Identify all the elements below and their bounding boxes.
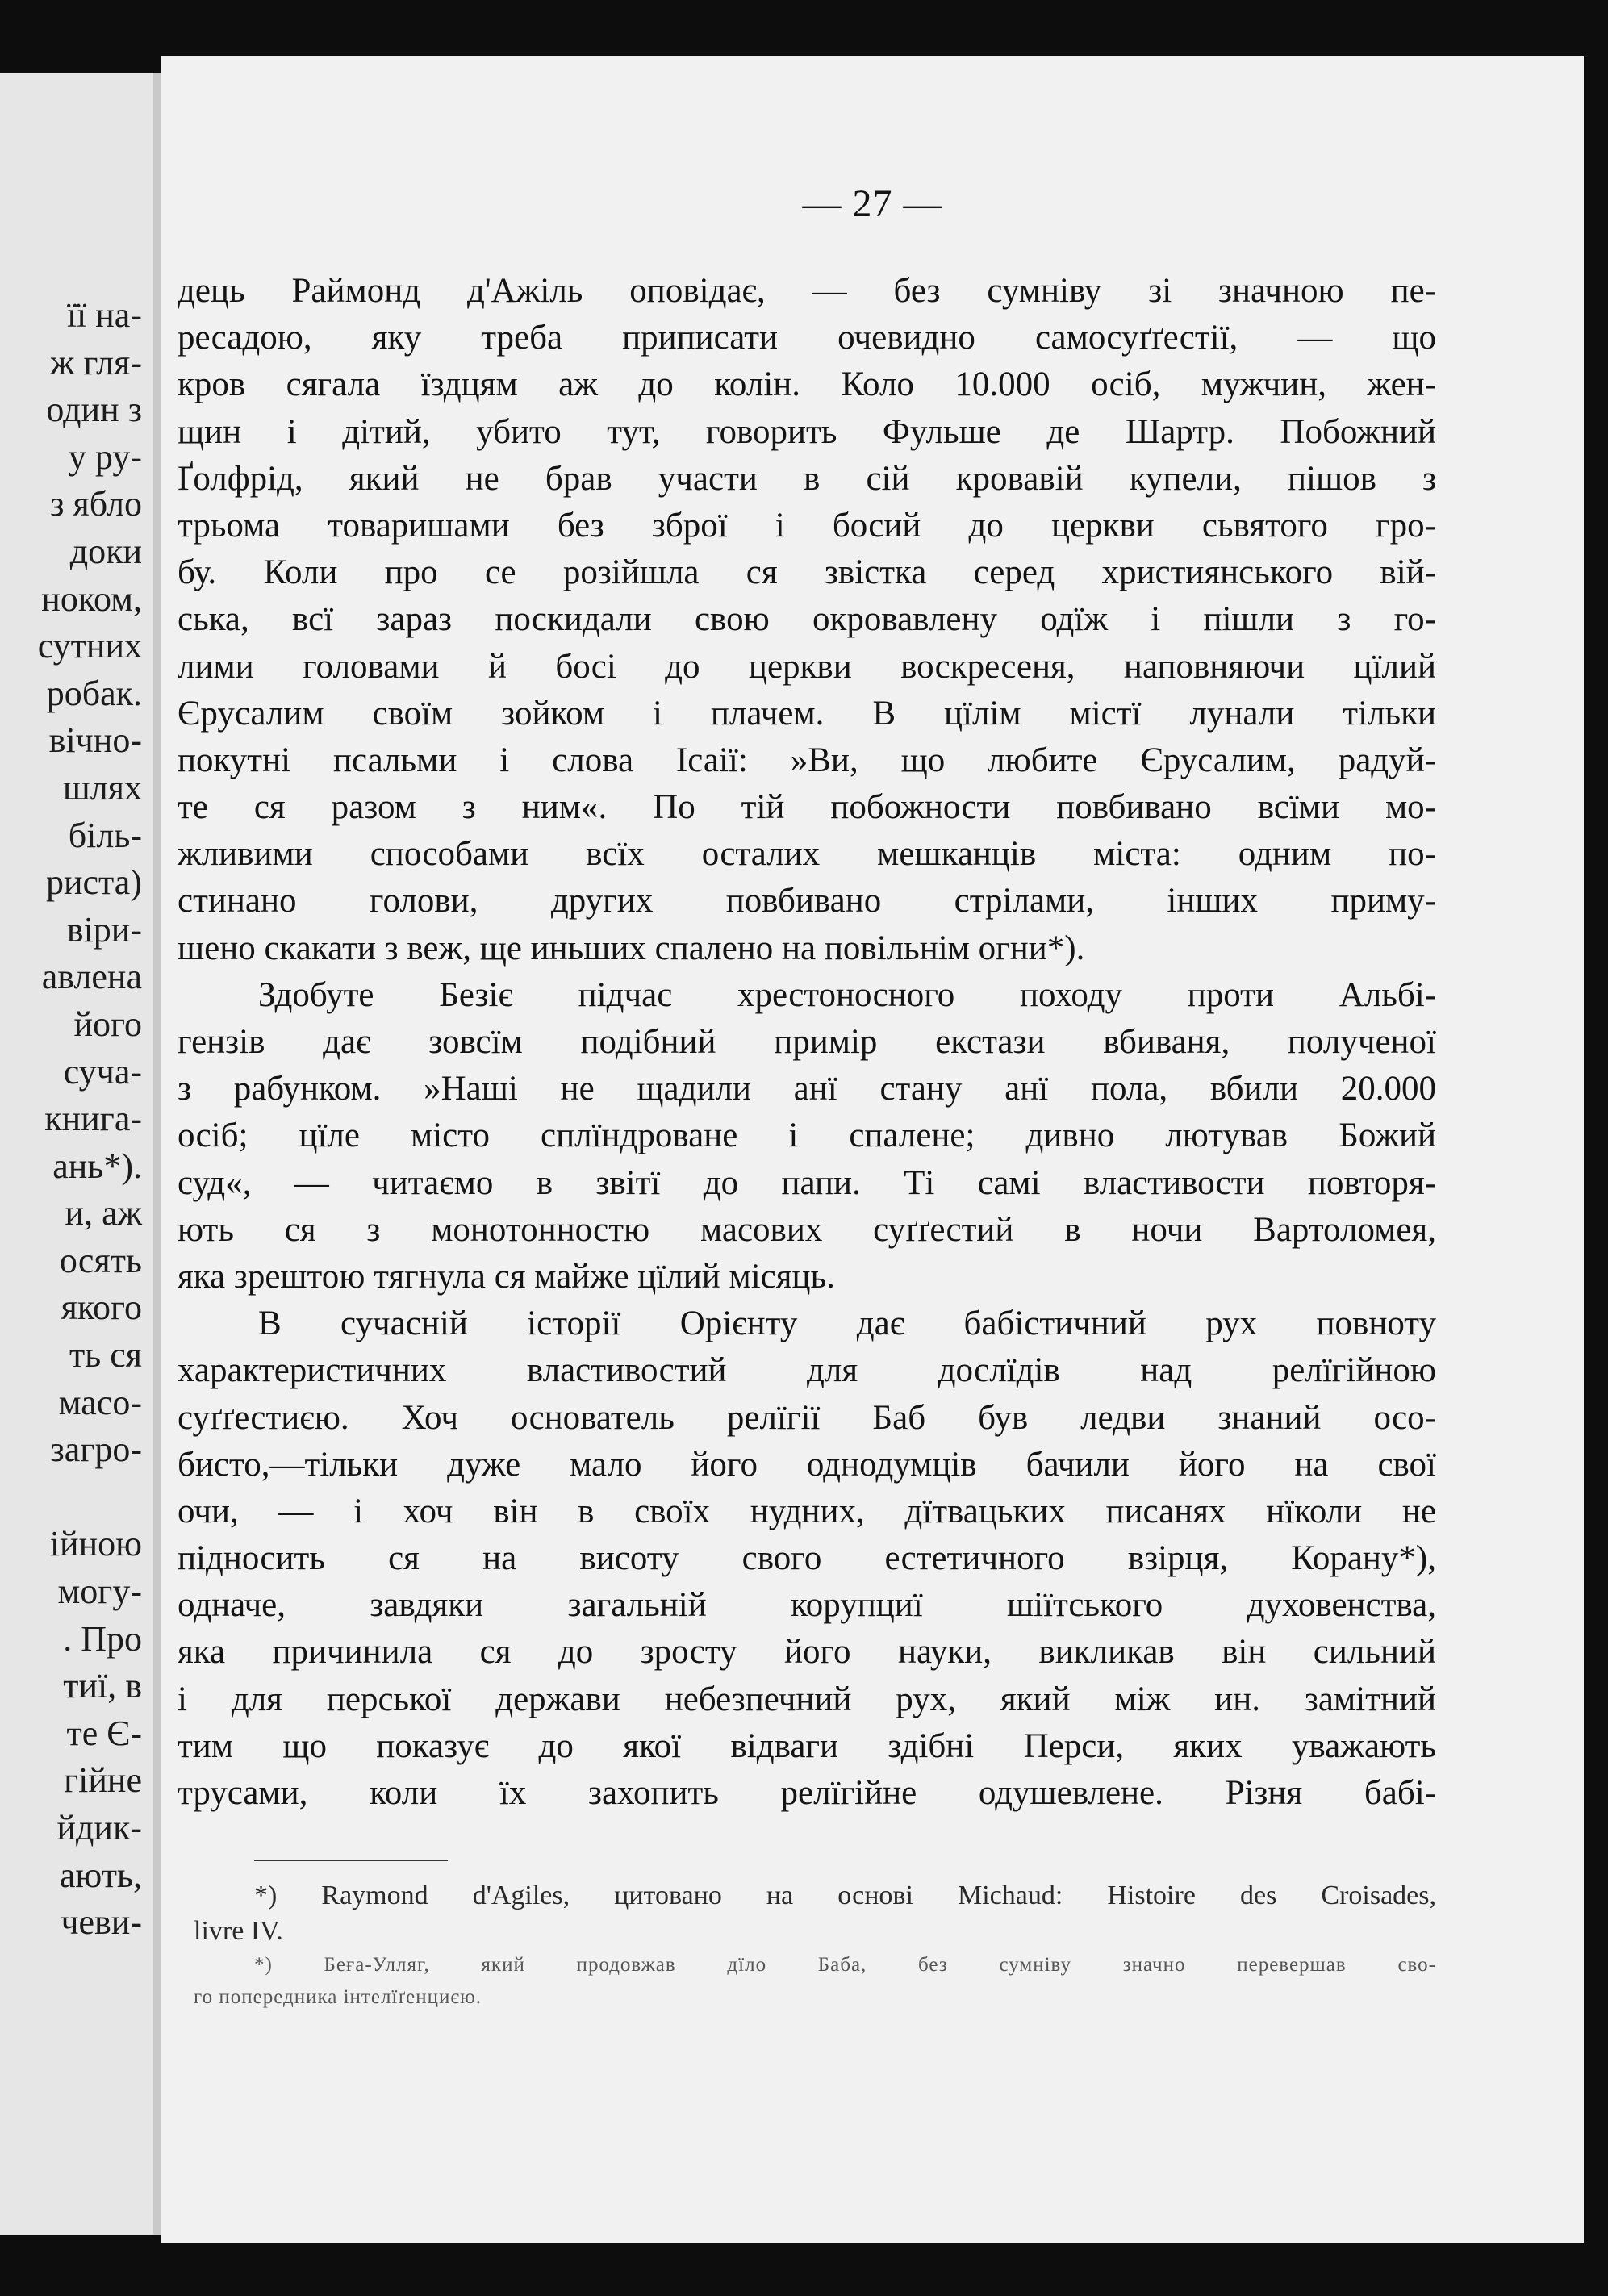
previous-page-line: масо- (58, 1382, 142, 1422)
footnote-line: го попередника інтелїґенциєю. (194, 1986, 482, 2008)
text-line: суґґестиєю. Хоч основатель релїгії Баб був ледви знаний осо- (178, 1398, 1436, 1437)
text-line: підносить ся на висоту свого естетичного взірця, Корану*), (178, 1539, 1436, 1578)
text-line: трьома товаришами без зброї і босий до церкви сьвятого гро- (178, 506, 1436, 545)
text-line: гензів дає зовсїм подібний примір екстази вбиваня, полученої (178, 1023, 1436, 1061)
previous-page-line: якого (61, 1288, 142, 1328)
text-line: те ся разом з ним«. По тій побожности повбивано всїми мо- (178, 788, 1436, 827)
previous-page-line: її на- (66, 295, 142, 335)
text-line: з рабунком. »Наші не щадили анї стану анї пола, вбили 20.000 (178, 1070, 1436, 1108)
text-line: щин і дітий, убито тут, говорить Фульше де Шартр. Побожний (178, 412, 1436, 451)
previous-page-line: його (73, 1004, 142, 1044)
previous-page-line: йдик- (56, 1808, 142, 1847)
text-line: одначе, завдяки загальній корупциї шіїтського духовенства, (178, 1586, 1436, 1625)
previous-page-line: ійною (49, 1524, 142, 1564)
previous-page-line: ають, (59, 1855, 142, 1895)
previous-page-line: могу- (57, 1572, 142, 1612)
footnotes (194, 1878, 1436, 2014)
text-line: Ґолфрід, який не брав участи в сій кровавій купели, пішов з (178, 459, 1436, 498)
text-line: дець Раймонд д'Ажіль оповідає, — без сумніву зі значною пе- (178, 272, 1436, 310)
text-line: очи, — і хоч він в своїх нудних, дїтвацьких писанях нїколи не (178, 1492, 1436, 1530)
text-line: ська, всї зараз поскидали свою окровавлену одїж і пішли з го- (178, 600, 1436, 639)
previous-page-line: те Є- (66, 1713, 142, 1753)
footnote-line: *) Беға-Улляг, який продовжав дїло Баба, без сумніву значно перевершав сво- (254, 1954, 1436, 1976)
text-line: покутні псальми і слова Ісаії: »Ви, що любите Єрусалим, радуй- (178, 741, 1436, 779)
previous-page-line: один з (46, 390, 142, 430)
previous-page-line: доки (69, 531, 142, 571)
previous-page-line: тиї, в (63, 1666, 142, 1706)
text-line: Єрусалим своїм зойком і плачем. В цїлім містї лунали тільки (178, 694, 1436, 733)
previous-page-line: робак. (46, 673, 142, 713)
previous-page-line: книга- (44, 1099, 142, 1139)
previous-page-line: ть ся (69, 1335, 142, 1376)
previous-page-line: . Про (63, 1618, 142, 1659)
previous-page-line: біль- (68, 815, 142, 855)
text-line: Здобуте Безіє підчас хрестоносного походу проти Альбі- (258, 975, 1436, 1014)
body-text (178, 268, 1436, 1817)
text-line: жливими способами всїх осталих мешканців міста: одним по- (178, 835, 1436, 874)
text-line: лими головами й босі до церкви воскресеня, наповняючи цїлий (178, 647, 1436, 686)
previous-page-line: загро- (50, 1430, 142, 1470)
text-line: бу. Коли про се розійшла ся звістка серед християнського вій- (178, 553, 1436, 592)
previous-page-line: гійне (64, 1760, 142, 1801)
text-line: яка причинила ся до зросту його науки, викликав він сильний (178, 1633, 1436, 1672)
previous-page-line: ань*). (52, 1146, 142, 1186)
text-line: яка зрештою тягнула ся майже цїлий місяць. (178, 1257, 835, 1296)
text-line: ють ся з монотонностю масових суґґестий в ночи Вартоломея, (178, 1210, 1436, 1249)
previous-page-line: и, аж (65, 1193, 142, 1234)
previous-page-text (38, 292, 142, 1947)
previous-page-line: шлях (62, 767, 142, 808)
previous-page-line: ж гля- (49, 342, 142, 382)
previous-page-line: віри- (66, 909, 142, 950)
previous-page-line: сутних (37, 626, 142, 666)
text-line: тим що показує до якої відваги здібні Перси, яких уважають (178, 1726, 1436, 1765)
previous-page-line: осять (59, 1240, 142, 1280)
previous-page-line: суча- (63, 1051, 142, 1092)
text-line: В сучасній історії Орієнту дає бабістичний рух повноту (258, 1305, 1436, 1343)
text-line: шено скакати з веж, ще иньших спалено на повільнім огни*). (178, 929, 1085, 967)
previous-page-line: чеви- (61, 1902, 142, 1943)
text-line: характеристичних властивостий для дослїдів над релїгійною (178, 1351, 1436, 1390)
previous-page-line: вічно- (48, 720, 142, 761)
text-line: бисто,—тільки дуже мало його однодумців бачили його на свої (178, 1445, 1436, 1484)
text-line: стинано голови, других повбивано стрілами, інших приму- (178, 882, 1436, 920)
previous-page-line (38, 1474, 142, 1522)
text-line: осіб; цїле місто сплїндроване і спалене; дивно лютував Божий (178, 1117, 1436, 1155)
footnote-line: livre IV. (194, 1916, 283, 1946)
text-line: кров сягала їздцям аж до колін. Коло 10.000 осіб, мужчин, жен- (178, 365, 1436, 404)
text-line: суд«, — читаємо в звітї до папи. Ті самі властивости повторя- (178, 1163, 1436, 1202)
previous-page-fragment (0, 73, 161, 2235)
previous-page-line: з ябло (50, 484, 142, 524)
page-number: — 27 — (802, 182, 943, 225)
text-line: ресадою, яку треба приписати очевидно самосуґґестії, — що (178, 319, 1436, 357)
text-line: трусами, коли їх захопить релїгійне одушевлене. Різня бабі- (178, 1774, 1436, 1812)
footnote-line: *) Raymond d'Agiles, цитовано на основі Michaud: Histoire des Croisades, (254, 1881, 1436, 1910)
previous-page-line: ноком, (41, 578, 142, 619)
previous-page-line: у ру- (68, 436, 142, 477)
text-line: і для перської держави небезпечний рух, який між ин. замітний (178, 1680, 1436, 1718)
book-page (161, 56, 1584, 2243)
previous-page-line: авлена (41, 957, 142, 997)
footnote-separator (254, 1860, 448, 1861)
previous-page-line: риста) (45, 862, 142, 903)
